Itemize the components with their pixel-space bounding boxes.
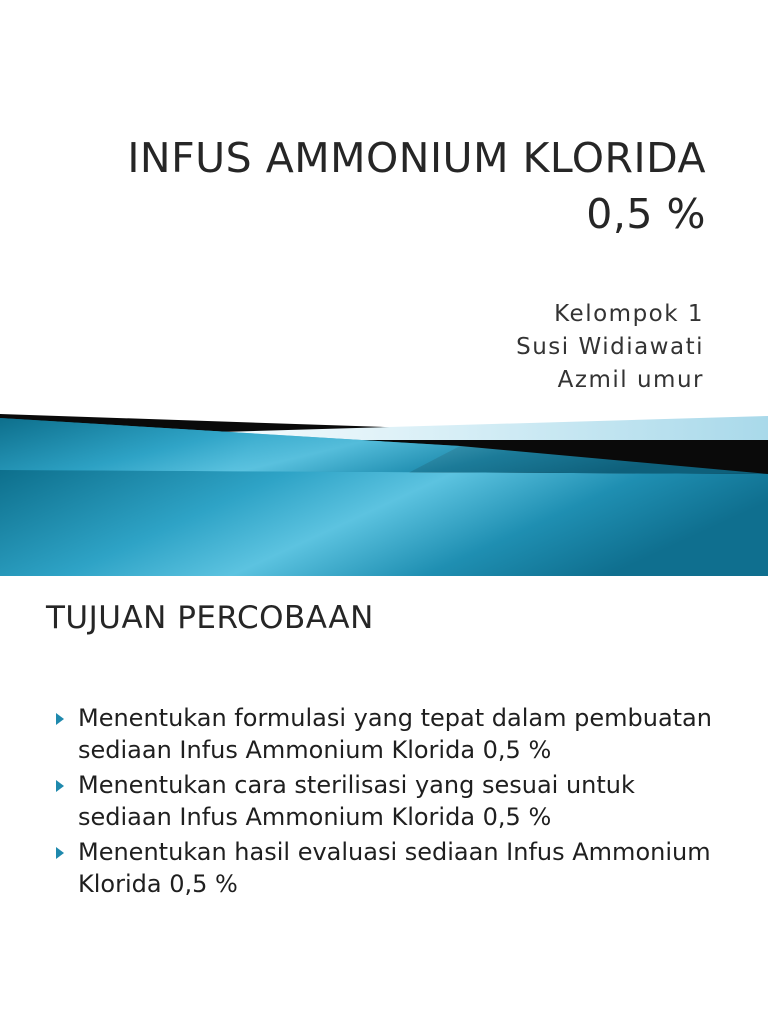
content-slide [0,576,768,1024]
decorative-banner [0,410,768,576]
group-name: Kelompok 1 [554,301,704,327]
objectives-list [50,702,730,903]
author-name-1: Susi Widiawati [516,334,704,360]
section-heading: TUJUAN PERCOBAAN [46,600,374,636]
slide-subtitle [304,298,704,397]
list-item [50,836,730,900]
slide-title-line-2: 0,5 % [586,190,706,238]
slide-title-line-1: INFUS AMMONIUM KLORIDA [127,134,706,182]
list-item-text: Menentukan formulasi yang tepat dalam pembuatan sediaan Infus Ammonium Klorida 0,5 % [78,704,712,764]
list-item-text: Menentukan cara sterilisasi yang sesuai untuk sediaan Infus Ammonium Klorida 0,5 % [78,771,635,831]
banner-teal-lower [0,470,768,576]
slide-title [26,130,706,242]
triangle-bullet-icon [56,847,64,859]
triangle-bullet-icon [56,713,64,725]
list-item [50,702,730,766]
triangle-bullet-icon [56,780,64,792]
list-item [50,769,730,833]
author-name-2: Azmil umur [557,367,704,393]
list-item-text: Menentukan hasil evaluasi sediaan Infus Ammonium Klorida 0,5 % [78,838,711,898]
